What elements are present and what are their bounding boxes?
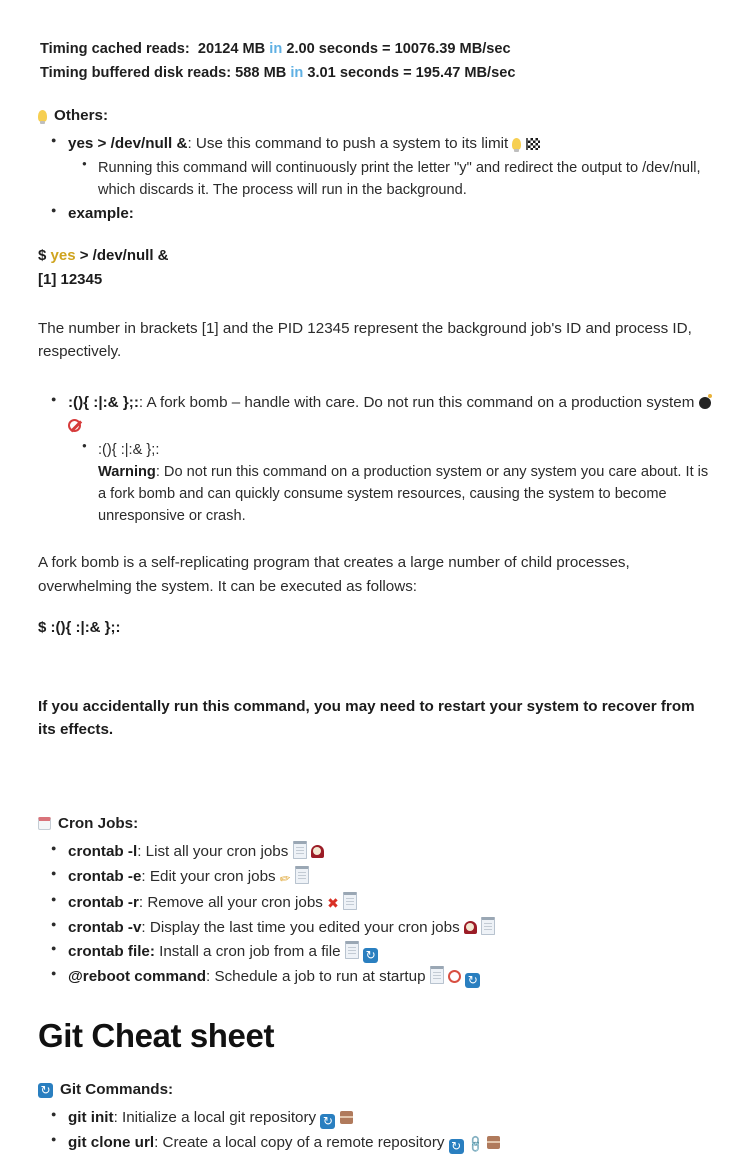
prohibited-icon xyxy=(68,417,81,434)
timing-buffered-suffix: 3.01 seconds = 195.47 MB/sec xyxy=(307,64,516,81)
timing-buffered-keyword: in xyxy=(290,64,304,81)
git-item0-desc: : Initialize a local git repository xyxy=(113,1109,317,1127)
notepad-icon xyxy=(343,894,357,911)
git-item1-cmd: git clone url xyxy=(68,1133,155,1151)
notepad-icon xyxy=(295,868,309,885)
forkbomb-closing-note: If you accidentally run this command, you may need to restart your system to recover from its effects. xyxy=(38,698,695,739)
cron-item1-desc: : Edit your cron jobs xyxy=(141,868,276,886)
notepad-icon xyxy=(481,919,495,936)
timing-output-block xyxy=(40,38,712,85)
sync-badge-icon: ↻ xyxy=(38,1083,53,1098)
notepad-icon xyxy=(345,943,359,960)
calendar-icon xyxy=(38,816,51,831)
code-block-forkbomb xyxy=(38,616,712,639)
notepad-icon xyxy=(430,968,444,985)
list-item-yes-devnull xyxy=(66,133,712,201)
warning-label: Warning xyxy=(98,463,156,480)
others-list xyxy=(38,133,712,226)
list-item-reboot-command xyxy=(66,966,712,989)
shell-prompt: $ xyxy=(38,247,47,265)
cron-item3-desc: : Display the last time you edited your cron jobs xyxy=(141,918,460,936)
list-item-git-clone xyxy=(66,1132,712,1155)
list-item-crontab-e xyxy=(66,866,712,890)
page-title: Git Cheat sheet xyxy=(38,1016,275,1054)
code-line-output: [1] 12345 xyxy=(38,270,103,288)
cron-item4-cmd: crontab file: xyxy=(68,943,155,961)
forkbomb-cmd: :(){ :|:& };: xyxy=(68,394,139,412)
mantelpiece-clock-icon xyxy=(311,843,324,860)
pid-explanation-paragraph: The number in brackets [1] and the PID 12345 represent the background job's ID and process ID, respectively. xyxy=(38,320,692,361)
cross-mark-icon: ✖ xyxy=(327,895,339,912)
others-heading xyxy=(38,107,712,124)
others-heading-label: Others: xyxy=(54,107,109,125)
warning-text: : Do not run this command on a production system or any system you care about. It is a fork bomb and can quickly consume system resources, causing the system to become unresponsive or crash. xyxy=(98,463,709,525)
list-item-crontab-file xyxy=(66,941,712,964)
cron-jobs-heading xyxy=(38,815,712,832)
sync-badge-icon: ↻ xyxy=(449,1139,464,1154)
forkbomb-list xyxy=(38,392,712,527)
sync-badge-icon: ↻ xyxy=(363,948,378,963)
forkbomb-desc: : A fork bomb – handle with care. Do not run this command on a production system xyxy=(138,394,695,412)
notepad-icon xyxy=(293,843,307,860)
list-item-crontab-l xyxy=(66,841,712,864)
others-item0-desc: : Use this command to push a system to its limit xyxy=(187,135,509,153)
forkbomb-sublist xyxy=(68,439,712,528)
shell-args: > /dev/null & xyxy=(79,247,169,265)
timing-line-buffered xyxy=(40,62,712,86)
list-item-example xyxy=(66,203,712,226)
git-item1-desc: : Create a local copy of a remote repository xyxy=(154,1133,445,1151)
cron-item5-desc: : Schedule a job to run at startup xyxy=(206,968,426,986)
sync-badge-icon: ↻ xyxy=(465,973,480,988)
cron-item2-desc: : Remove all your cron jobs xyxy=(138,893,323,911)
cron-item2-cmd: crontab -r xyxy=(68,893,139,911)
git-item0-cmd: git init xyxy=(68,1109,114,1127)
mantelpiece-clock-icon xyxy=(464,919,477,936)
light-bulb-icon xyxy=(512,135,521,152)
timing-buffered-prefix: Timing buffered disk reads: 588 MB xyxy=(40,64,287,81)
cron-commands-list xyxy=(38,841,712,989)
bomb-icon xyxy=(699,394,711,411)
list-item-crontab-v xyxy=(66,917,712,940)
timing-cached-prefix: Timing cached reads: 20124 MB xyxy=(40,41,266,57)
cron-item0-cmd: crontab -l xyxy=(68,843,138,861)
list-item-crontab-r xyxy=(66,892,712,915)
list-item-fork-bomb xyxy=(66,392,712,527)
list-item xyxy=(98,439,712,528)
timing-cached-keyword: in xyxy=(269,41,283,57)
pencil-icon: ✏ xyxy=(278,871,293,889)
package-icon xyxy=(487,1134,500,1151)
timing-line-cached xyxy=(40,38,712,62)
cron-jobs-heading-label: Cron Jobs: xyxy=(58,815,139,833)
others-item1-cmd: example: xyxy=(68,205,134,223)
cron-item4-desc: Install a cron job from a file xyxy=(154,943,341,961)
cron-item0-desc: : List all your cron jobs xyxy=(137,843,289,861)
git-commands-list xyxy=(38,1107,712,1155)
alarm-clock-icon xyxy=(448,968,461,985)
forkbomb-explanation-paragraph: A fork bomb is a self-replicating program that creates a large number of child processes, overwhelming the system. It can be executed as follows: xyxy=(38,554,630,595)
code-line-forkbomb: $ :(){ :|:& };: xyxy=(38,618,121,636)
git-commands-heading xyxy=(38,1081,712,1098)
sync-badge-icon: ↻ xyxy=(320,1114,335,1129)
shell-command-token: yes xyxy=(50,247,76,265)
code-block-yes xyxy=(38,244,712,291)
cron-item3-cmd: crontab -v xyxy=(68,918,142,936)
light-bulb-icon xyxy=(38,108,47,123)
others-item0-sublist xyxy=(68,157,712,201)
link-icon: 🔗 xyxy=(465,1133,486,1155)
timing-cached-suffix: 2.00 seconds = 10076.39 MB/sec xyxy=(286,41,511,57)
list-item-git-init xyxy=(66,1107,712,1130)
code-line-command xyxy=(38,244,712,267)
chequered-flag-icon xyxy=(526,135,540,152)
package-icon xyxy=(340,1109,353,1126)
others-item0-cmd: yes > /dev/null & xyxy=(68,135,188,153)
cron-item5-cmd: @reboot command xyxy=(68,968,207,986)
cron-item1-cmd: crontab -e xyxy=(68,868,142,886)
list-item: ● Running this command will continuously print the letter "y" and redirect the output to /dev/null, which discards it. The process will run in the background. xyxy=(98,157,712,201)
forkbomb-sub-code: :(){ :|:& };: xyxy=(98,441,160,458)
git-commands-heading-label: Git Commands: xyxy=(60,1081,174,1099)
